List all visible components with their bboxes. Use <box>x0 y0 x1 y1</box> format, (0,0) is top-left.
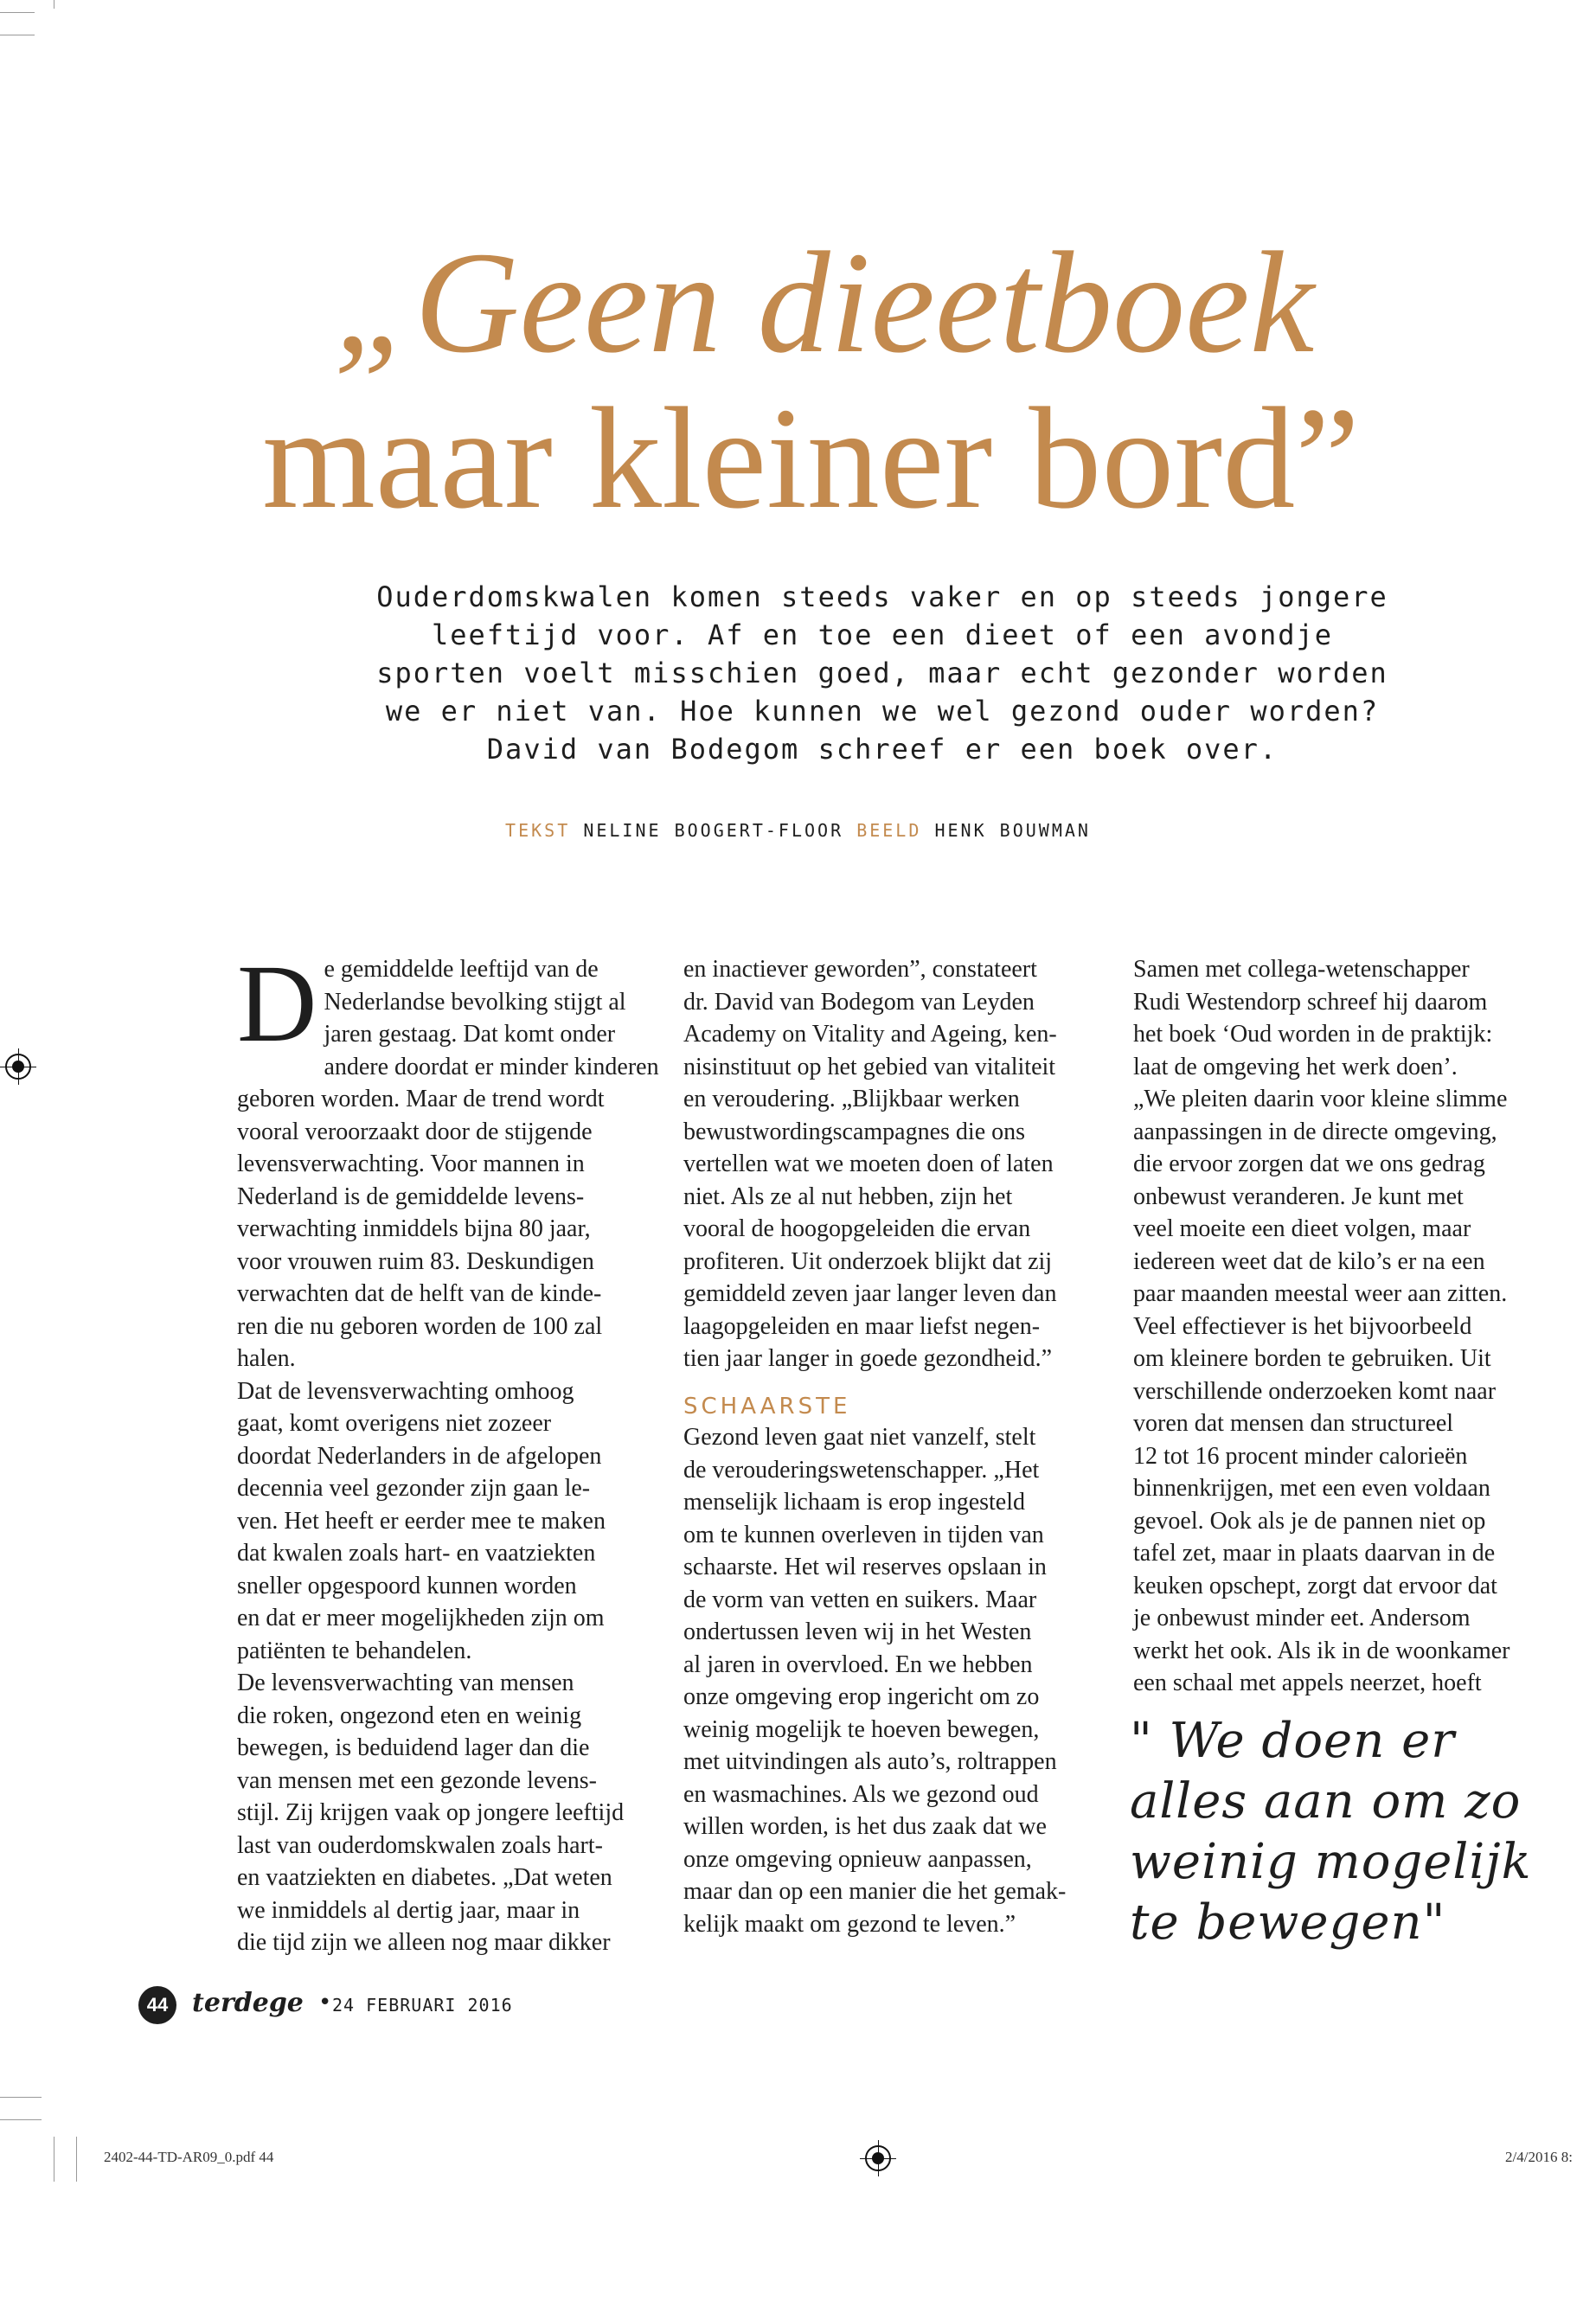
text-line: en veroudering. „Blijkbaar werken <box>683 1086 1020 1112</box>
text-line: Dat de levensverwachting omhoog <box>237 1377 574 1405</box>
intro-line: Ouderdomskwalen komen steeds vaker en op steeds jongere <box>376 580 1388 613</box>
author-name: NELINE BOOGERT-FLOOR <box>583 820 844 841</box>
text-line: doordat Nederlanders in de afgelopen <box>237 1442 602 1470</box>
crop-mark <box>0 2097 42 2098</box>
article-column-3 <box>1133 953 1540 1700</box>
text-line: gaat, komt overigens niet zozeer <box>237 1410 552 1437</box>
text-line: bewegen, is beduidend lager dan die <box>237 1734 590 1761</box>
text-line: stijl. Zij krijgen vaak op jongere leeftijd <box>237 1799 625 1826</box>
text-line: Gezond leven gaat niet vanzelf, stelt <box>683 1424 1036 1451</box>
intro-line: sporten voelt misschien goed, maar echt gezonder worden <box>376 657 1388 689</box>
text-line: halen. <box>237 1345 296 1372</box>
text-line: het boek ‘Oud worden in de praktijk: <box>1133 1021 1493 1048</box>
text-line: ondertussen leven wij in het Westen <box>683 1618 1032 1645</box>
text-line: willen worden, is het dus zaak dat we <box>683 1813 1047 1840</box>
print-slug-date: 2/4/2016 8: <box>1505 2149 1573 2165</box>
text-line: schaarste. Het wil reserves opslaan in <box>683 1554 1047 1580</box>
section-subhead: SCHAARSTE <box>683 1393 851 1420</box>
text-line: een schaal met appels neerzet, hoeft <box>1133 1670 1482 1696</box>
text-line: tien jaar langer in goede gezondheid.” <box>683 1345 1053 1372</box>
text-line: tafel zet, maar in plaats daarvan in de <box>1133 1540 1496 1567</box>
print-slug-file: 2402-44-TD-AR09_0.pdf 44 <box>104 2149 274 2165</box>
text-line: bewustwordingscampagnes die ons <box>683 1118 1026 1145</box>
text-line: Rudi Westendorp schreef hij daarom <box>1133 988 1488 1016</box>
text-line: de verouderingswetenschapper. „Het <box>683 1456 1040 1484</box>
column-2-body-a <box>683 953 1090 1375</box>
intro-line: leeftijd voor. Af en toe een dieet of een avondje <box>431 619 1333 651</box>
pull-quote-line: weinig mogelijk <box>1130 1834 1532 1890</box>
text-line: andere doordat er minder kinderen <box>324 1053 659 1080</box>
text-line: verwachting inmiddels bijna 80 jaar, <box>237 1215 591 1242</box>
text-line: dr. David van Bodegom van Leyden <box>683 988 1035 1016</box>
text-line: laagopgeleiden en maar liefst negen- <box>683 1312 1041 1340</box>
headline-line-1: „Geen dieetboek <box>333 222 1315 383</box>
text-line: maar dan op een manier die het gemak- <box>683 1878 1067 1905</box>
pull-quote-line: " We doen er <box>1130 1713 1455 1769</box>
text-line: kelijk maakt om gezond te leven.” <box>683 1910 1016 1938</box>
text-line: die tijd zijn we alleen nog maar dikker <box>237 1929 611 1956</box>
text-line: veel moeite een dieet volgen, maar <box>1133 1215 1471 1242</box>
text-line: sneller opgespoord kunnen worden <box>237 1572 577 1599</box>
text-line: vooral de hoogopgeleiden die ervan <box>683 1215 1031 1242</box>
registration-mark-icon <box>865 2145 891 2171</box>
text-line: Veel effectiever is het bijvoorbeeld <box>1133 1312 1472 1340</box>
text-line: decennia veel gezonder zijn gaan le- <box>237 1475 591 1502</box>
drop-cap: D <box>237 942 317 1065</box>
pull-quote-line: te bewegen" <box>1130 1894 1446 1951</box>
text-line: verwachten dat de helft van de kinde- <box>237 1280 602 1307</box>
text-line: „We pleiten daarin voor kleine slimme <box>1133 1086 1508 1112</box>
text-line: geboren worden. Maar de trend wordt <box>237 1086 605 1112</box>
text-line: onze omgeving opnieuw aanpassen, <box>683 1845 1032 1873</box>
text-line: dat kwalen zoals hart- en vaatziekten <box>237 1540 596 1567</box>
text-line: Nederlandse bevolking stijgt al <box>324 988 626 1016</box>
text-line: van mensen met een gezonde levens- <box>237 1766 597 1794</box>
text-line: ven. Het heeft er eerder mee te maken <box>237 1507 606 1535</box>
text-line: profiteren. Uit onderzoek blijkt dat zij <box>683 1247 1053 1275</box>
text-line: 12 tot 16 procent minder calorieën <box>1133 1442 1468 1470</box>
text-line: verschillende onderzoeken komt naar <box>1133 1377 1497 1405</box>
text-line: met uitvindingen als auto’s, roltrappen <box>683 1748 1057 1775</box>
byline <box>0 820 1596 841</box>
text-line: we inmiddels al dertig jaar, maar in <box>237 1896 580 1924</box>
text-line: de vorm van vetten en suikers. Maar <box>683 1586 1037 1613</box>
text-line: en wasmachines. Als we gezond oud <box>683 1780 1039 1808</box>
text-label: TEKST <box>505 820 571 841</box>
text-line: e gemiddelde leeftijd van de <box>324 956 599 983</box>
footer-separator: • <box>318 1990 332 2016</box>
intro-line: David van Bodegom schreef er een boek over. <box>486 733 1279 766</box>
crop-mark <box>0 12 35 13</box>
text-line: aanpassingen in de directe omgeving, <box>1133 1118 1497 1145</box>
text-line: Academy on Vitality and Ageing, ken- <box>683 1021 1057 1048</box>
text-line: last van ouderdomskwalen zoals hart- <box>237 1831 603 1859</box>
text-line: jaren gestaag. Dat komt onder <box>324 1021 616 1048</box>
text-line: Samen met collega-wetenschapper <box>1133 956 1470 983</box>
text-line: ren die nu geboren worden de 100 zal <box>237 1312 603 1340</box>
text-line: voor vrouwen ruim 83. Deskundigen <box>237 1247 594 1275</box>
issue-date: 24 FEBRUARI 2016 <box>332 1995 513 2016</box>
image-label: BEELD <box>856 820 922 841</box>
text-line: niet. Als ze al nut hebben, zijn het <box>683 1183 1013 1210</box>
text-line: vooral veroorzaakt door de stijgende <box>237 1118 593 1145</box>
text-line: gemiddeld zeven jaar langer leven dan <box>683 1280 1057 1307</box>
text-line: binnenkrijgen, met een even voldaan <box>1133 1475 1490 1502</box>
magazine-name: terdege <box>192 1988 304 2018</box>
text-line: patiënten te behandelen. <box>237 1637 472 1664</box>
text-line: paar maanden meestal weer aan zitten. <box>1133 1280 1508 1307</box>
text-line: onbewust veranderen. Je kunt met <box>1133 1183 1464 1210</box>
registration-mark-icon <box>5 1054 31 1080</box>
text-line: gevoel. Ook als je de pannen niet op <box>1133 1507 1486 1535</box>
column-3-body <box>1133 953 1540 1700</box>
crop-mark <box>0 2119 42 2120</box>
text-line: laat de omgeving het werk doen’. <box>1133 1053 1458 1080</box>
intro-paragraph <box>320 578 1445 768</box>
text-line: weinig mogelijk te hoeven bewegen, <box>683 1715 1040 1743</box>
text-line: die ervoor zorgen dat we ons gedrag <box>1133 1150 1485 1177</box>
text-line: Nederland is de gemiddelde levens- <box>237 1183 585 1210</box>
text-line: levensverwachting. Voor mannen in <box>237 1150 585 1177</box>
text-line: en dat er meer mogelijkheden zijn om <box>237 1605 605 1631</box>
intro-line: we er niet van. Hoe kunnen we wel gezond ouder worden? <box>385 695 1380 727</box>
text-line: iedereen weet dat de kilo’s er na een <box>1133 1247 1485 1275</box>
article-column-1 <box>237 942 659 1959</box>
text-line: en vaatziekten en diabetes. „Dat weten <box>237 1864 612 1891</box>
headline-line-2: maar kleiner bord” <box>262 378 1360 539</box>
pull-quote <box>1130 1711 1532 1953</box>
text-line: onze omgeving erop ingericht om zo <box>683 1683 1040 1710</box>
text-line: menselijk lichaam is erop ingesteld <box>683 1489 1026 1516</box>
text-line: nisinstituut op het gebied van vitaliteit <box>683 1053 1056 1080</box>
crop-mark <box>76 2137 77 2182</box>
text-line: die roken, ongezond eten en weinig <box>237 1702 582 1729</box>
text-line: al jaren in overvloed. En we hebben <box>683 1650 1033 1678</box>
text-line: werkt het ook. Als ik in de woonkamer <box>1133 1637 1510 1664</box>
text-line: De levensverwachting van mensen <box>237 1670 574 1696</box>
text-line: voren dat mensen dan structureel <box>1133 1410 1454 1437</box>
column-1-body <box>237 942 659 1959</box>
pull-quote-line: alles aan om zo <box>1130 1773 1522 1830</box>
text-line: en inactiever geworden”, constateert <box>683 956 1037 983</box>
text-line: vertellen wat we moeten doen of laten <box>683 1150 1054 1177</box>
article-column-2 <box>683 953 1090 1940</box>
photographer-name: HENK BOUWMAN <box>934 820 1091 841</box>
page-number: 44 <box>138 1986 176 2024</box>
text-line: om te kunnen overleven in tijden van <box>683 1521 1044 1548</box>
text-line: je onbewust minder eet. Andersom <box>1133 1605 1471 1631</box>
text-line: om kleinere borden te gebruiken. Uit <box>1133 1345 1491 1372</box>
column-2-body-b <box>683 1421 1090 1940</box>
text-line: keuken opschept, zorgt dat ervoor dat <box>1133 1572 1497 1599</box>
